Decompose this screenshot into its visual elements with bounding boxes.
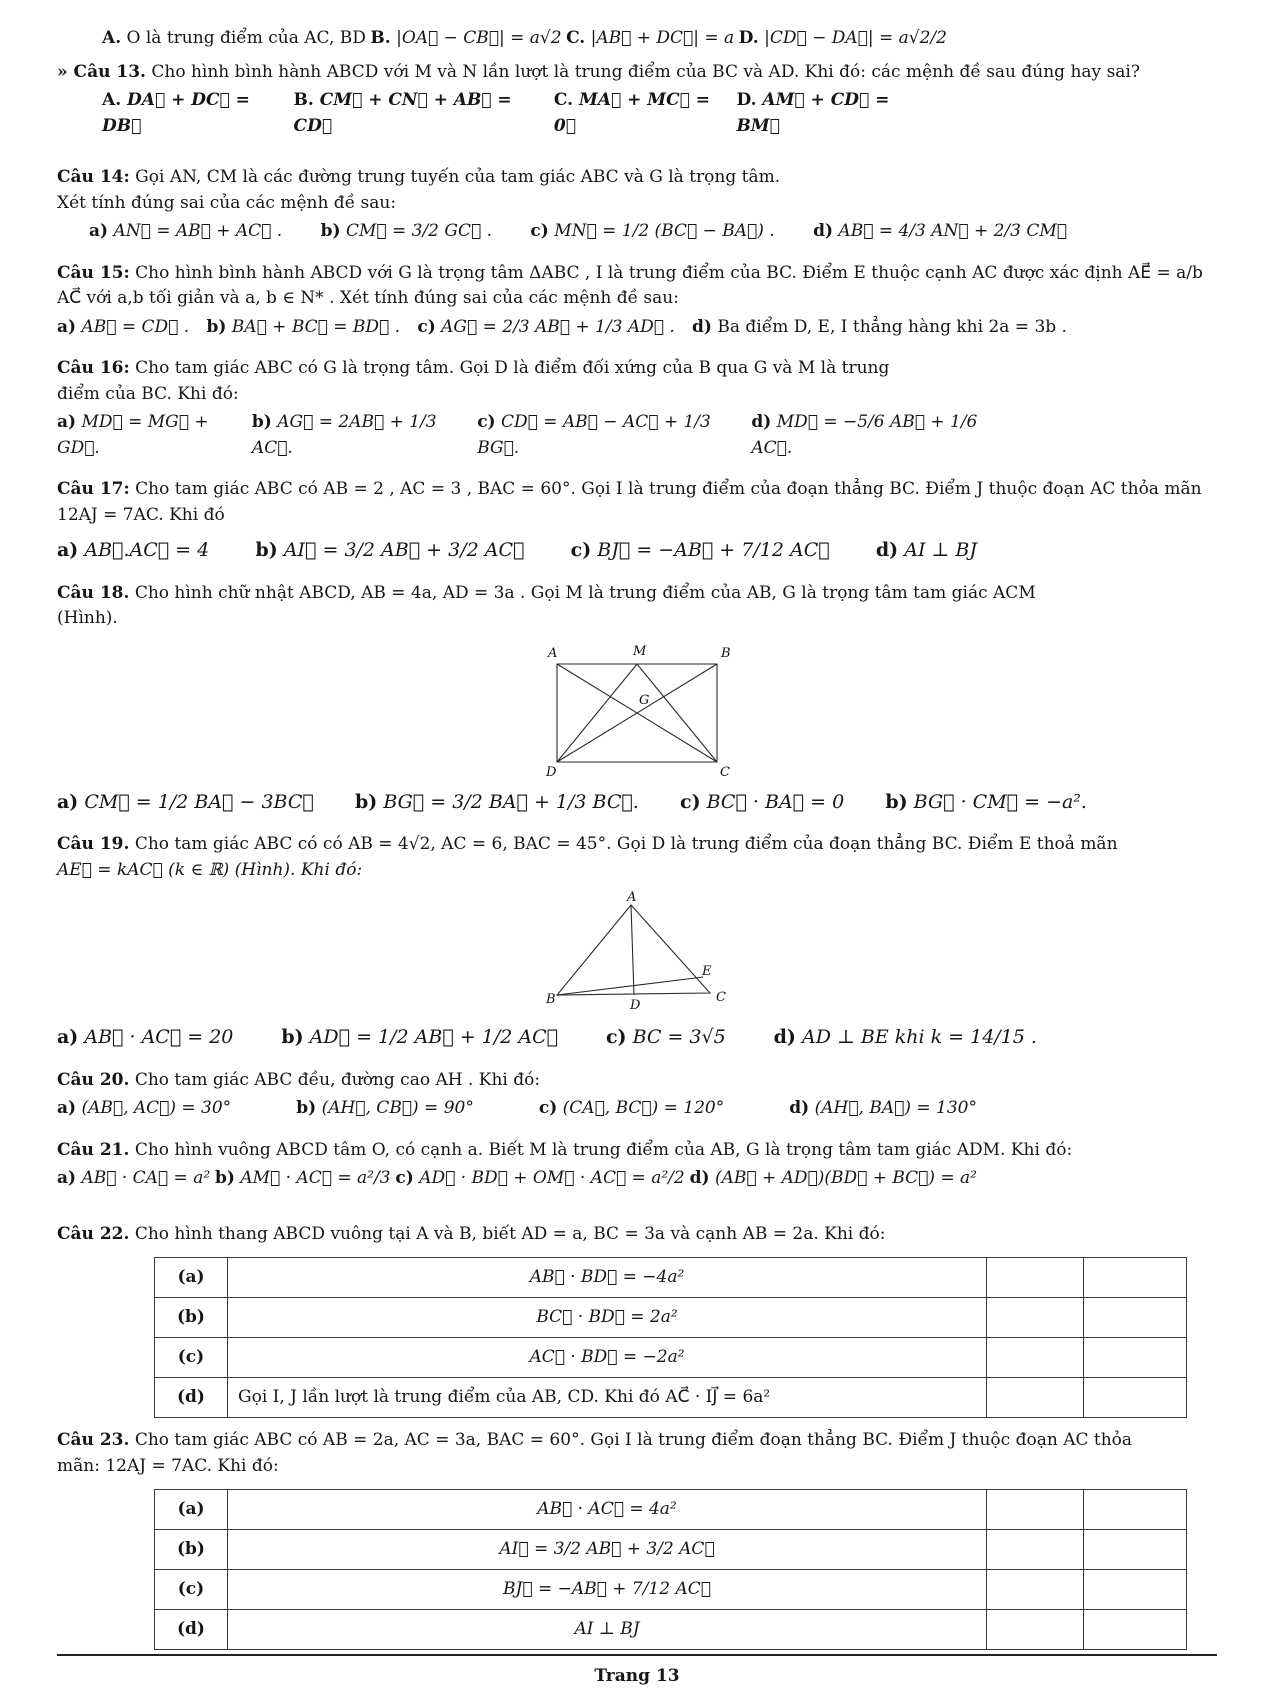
option-text: BA⃗ + BC⃗ = BD⃗ . [231,316,401,337]
option-label: d) [789,1098,810,1118]
q22-number: Câu 22. [57,1223,130,1244]
row-formula-cell [228,1298,987,1338]
option-label: d) [813,221,834,241]
row-formula-cell [228,1338,987,1378]
option [789,1096,977,1122]
option [566,26,734,52]
row-label: (d) [177,1618,205,1639]
option-label: B. [370,28,391,48]
option [751,410,1017,461]
fig-label-a: A [547,645,557,661]
table-row [155,1298,1187,1338]
fig-label-b: B [545,992,556,1007]
option-text: AB⃗ · CA⃗ = a² [81,1168,211,1188]
option-label: c) [570,539,592,561]
fig-label-a: A [626,891,636,905]
option-text: AB⃗ · AC⃗ = 20 [84,1026,234,1048]
option-label: D. [736,90,757,110]
option-label: d) [692,316,712,337]
q18-figure-wrap [57,640,1217,780]
q14-text-2 [57,191,1217,217]
option-text: MD⃗ = MG⃗ + GD⃗. [57,412,209,458]
question-15 [57,261,1217,341]
answer-cell [1084,1258,1187,1298]
option [606,1023,726,1052]
option-text: |AB⃗ + DC⃗| = a [590,28,735,48]
row-label-cell [155,1298,228,1338]
option [57,788,314,817]
option-text: (AB⃗, AC⃗) = 30° [81,1098,232,1118]
row-formula: BJ⃗ = −AB⃗ + 7/12 AC⃗ [503,1578,711,1599]
table-row [155,1258,1187,1298]
q17-number: Câu 17: [57,479,130,499]
option [813,219,1067,245]
q17-text: Cho tam giác ABC có AB = 2 , AC = 3 , BAC = 60°. Gọi I là trung điểm của đoạn thẳng BC. Điểm J thuộc đoạn AC thỏa mãn 12AJ = 7AC. Khi đó [57,479,1202,525]
q21-stem [57,1138,1217,1164]
option-label: b) [885,790,908,813]
option-text: AI ⊥ BJ [904,539,977,561]
option-label: d) [751,412,772,432]
option-label: c) [530,221,549,241]
q22-answer-table [154,1257,1187,1418]
triangle-figure [545,891,730,1015]
question-20 [57,1068,1217,1122]
option [57,410,252,461]
row-label-cell [155,1258,228,1298]
q22-text: Cho hình thang ABCD vuông tại A và B, biết AD = a, BC = 3a và cạnh AB = 2a. Khi đó: [134,1223,886,1244]
row-formula: BC⃗ · BD⃗ = 2a² [536,1306,678,1327]
q13-stem [57,60,1217,86]
option-label: c) [395,1168,414,1188]
q18-text-2 [57,606,1217,632]
option-text: |CD⃗ − DA⃗| = a√2/2 [764,28,947,48]
q16-text: Cho tam giác ABC có G là trọng tâm. Gọi D là điểm đối xứng của B qua G và M là trung [135,358,890,378]
option-label: b) [206,316,227,337]
fig-label-b: B [720,645,731,661]
fig-label-d: D [629,998,640,1013]
row-label-cell [155,1338,228,1378]
row-formula: AI⃗ = 3/2 AB⃗ + 3/2 AC⃗ [499,1538,715,1559]
option [255,536,524,565]
table-row [155,1530,1187,1570]
option-text: MD⃗ = −5/6 AB⃗ + 1/6 AC⃗. [751,412,978,458]
question-22 [57,1222,1217,1423]
option-text: CM⃗ = 1/2 BA⃗ − 3BC⃗ [84,790,314,813]
question-17 [57,477,1217,565]
q19-text: Cho tam giác ABC có có AB = 4√2, AC = 6, BAC = 45°. Gọi D là trung điểm của đoạn thẳng BC. Điểm E thoả mãn [134,834,1118,854]
answer-cell [987,1258,1084,1298]
option-label: a) [57,539,79,561]
option-label: c) [605,1026,627,1048]
option-label: D. [738,28,759,48]
q19-subtext: AE⃗ = kAC⃗ (k ∈ ℝ) (Hình). Khi đó: [57,859,363,880]
option-label: B. [293,90,314,110]
row-label-cell [155,1530,228,1570]
option-label: d) [689,1168,710,1188]
option [417,315,674,341]
q16-stem [57,356,1217,382]
option [321,219,492,245]
option [294,88,554,139]
option-text: AD⃗ = 1/2 AB⃗ + 1/2 AC⃗ [309,1026,559,1048]
option [355,788,639,817]
q17-options-row [57,536,1217,565]
q18-text: Cho hình chữ nhật ABCD, AB = 4a, AD = 3a . Gọi M là trung điểm của AB, G là trọng tâm tam giác ACM [134,582,1036,603]
q21-options-row [57,1166,1217,1192]
q16-options-row [57,410,1217,461]
table-row [155,1610,1187,1650]
q12-options-row [57,26,1217,52]
option-text: BJ⃗ = −AB⃗ + 7/12 AC⃗ [597,539,830,561]
row-label-cell [155,1490,228,1530]
option [57,315,189,341]
option-label: a) [57,1026,79,1048]
rectangle-figure [540,640,735,780]
answer-cell [1084,1298,1187,1338]
option-text: AN⃗ = AB⃗ + AC⃗ . [113,221,283,241]
q22-stem [57,1222,1217,1248]
q19-stem [57,832,1217,858]
q18-options-row [57,788,1217,817]
q18-number: Câu 18. [57,582,130,603]
q15-stem [57,261,1217,312]
option-text: AB⃗ = 4/3 AN⃗ + 2/3 CM⃗ [838,221,1067,241]
option-label: b) [251,412,272,432]
option-label: b) [354,790,378,813]
option [539,1096,724,1122]
option-text: (AB⃗ + AD⃗)(BD⃗ + BC⃗) = a² [714,1168,977,1188]
q13-text: Cho hình bình hành ABCD với M và N lần lượt là trung điểm của BC và AD. Khi đó: các mệnh đề sau đúng hay sai? [151,61,1140,82]
q14-number: Câu 14: [57,167,130,187]
option [57,1166,210,1192]
answer-cell [987,1610,1084,1650]
q14-subtext: Xét tính đúng sai của các mệnh đề sau: [57,192,397,213]
option [252,410,477,461]
option [57,536,209,565]
option-label: a) [57,1098,77,1118]
q20-stem [57,1068,1217,1094]
row-formula: AB⃗ · BD⃗ = −4a² [529,1266,685,1287]
q23-answer-table [154,1489,1187,1650]
option-label: c) [538,1098,558,1118]
option-label: b) [296,1098,317,1118]
q23-text-2 [57,1454,1217,1480]
q21-number: Câu 21. [57,1139,130,1160]
row-formula-cell [228,1490,987,1530]
answer-cell [987,1338,1084,1378]
option-label: d) [875,539,899,561]
question-21 [57,1138,1217,1192]
option-label: b) [255,539,278,561]
row-label: (a) [177,1266,205,1287]
option-text: AM⃗ · AC⃗ = a²/3 [240,1168,391,1188]
q18-stem [57,581,1217,607]
question-13 [57,60,1217,140]
q14-options-row [57,219,1217,245]
q13-options-row [57,88,1217,139]
row-label: (c) [177,1578,205,1599]
q20-options-row [57,1096,1217,1122]
option-text: AG⃗ = 2/3 AB⃗ + 1/3 AD⃗ . [441,316,675,337]
option [57,1023,233,1052]
fig-label-c: C [715,990,726,1005]
answer-cell [1084,1570,1187,1610]
row-label: (c) [177,1346,205,1367]
q15-number: Câu 15: [57,262,130,283]
q23-subtext: mãn: 12AJ = 7AC. Khi đó: [57,1455,279,1476]
option-text: CM⃗ + CN⃗ + AB⃗ = CD⃗ [293,90,512,136]
option-text: AI⃗ = 3/2 AB⃗ + 3/2 AC⃗ [283,539,525,561]
q18-subtext: (Hình). [57,608,118,628]
option-label: a) [57,316,77,337]
row-formula-cell [228,1258,987,1298]
answer-cell [1084,1378,1187,1418]
q19-number: Câu 19. [57,834,130,854]
option [571,536,830,565]
option-text: AD ⊥ BE khi k = 14/15 . [801,1026,1037,1048]
option-text: DA⃗ + DC⃗ = DB⃗ [102,90,250,136]
q21-text: Cho hình vuông ABCD tâm O, có cạnh a. Biết M là trung điểm của AB, G là trọng tâm tam giác ADM. Khi đó: [134,1139,1073,1160]
fig-label-e: E [701,964,711,979]
row-formula: AC⃗ · BD⃗ = −2a² [529,1346,685,1367]
option-label: A. [102,90,122,110]
option [736,88,937,139]
row-label-cell [155,1570,228,1610]
option-text: Ba điểm D, E, I thẳng hàng khi 2a = 3b . [717,316,1067,337]
q16-subtext: điểm của BC. Khi đó: [57,383,239,404]
q20-text: Cho tam giác ABC đều, đường cao AH . Khi đó: [134,1069,541,1090]
row-formula-cell [228,1530,987,1570]
fig-label-d: D [545,764,556,780]
answer-cell [987,1490,1084,1530]
row-formula-cell [228,1378,987,1418]
option-text: AD⃗ · BD⃗ + OM⃗ · AC⃗ = a²/2 [419,1168,685,1188]
option-text: (AH⃗, CB⃗) = 90° [321,1098,474,1118]
row-formula-cell [228,1610,987,1650]
option-label: C. [566,28,586,48]
table-row [155,1490,1187,1530]
option-text: MN⃗ = 1/2 (BC⃗ − BA⃗) . [554,221,775,241]
option-label: a) [89,221,109,241]
answer-cell [987,1298,1084,1338]
q20-number: Câu 20. [57,1069,130,1090]
q23-stem [57,1428,1217,1454]
row-label: (b) [177,1538,205,1559]
option-label: b) [215,1168,235,1188]
q19-text-2 [57,858,1217,884]
fig-label-g: G [638,692,649,708]
option [89,219,282,245]
option [554,88,737,139]
option [296,1096,474,1122]
q16-text-2 [57,382,1217,408]
option-text: |OA⃗ − CB⃗| = a√2 [396,28,562,48]
fig-label-c: C [719,764,730,780]
option-label: a) [57,412,77,432]
answer-cell [987,1530,1084,1570]
answer-cell [987,1378,1084,1418]
page-number: Trang 13 [594,1666,680,1686]
option-label: c) [417,316,436,337]
option-label: c) [680,790,701,813]
option-text: AB⃗.AC⃗ = 4 [84,539,210,561]
q14-stem [57,165,1217,191]
option [206,315,400,341]
option-label: a) [57,1168,77,1188]
answer-cell [1084,1530,1187,1570]
q13-number: » Câu 13. [57,61,146,82]
option [680,788,844,817]
option-text: (AH⃗, BA⃗) = 130° [814,1098,977,1118]
option-text: BC = 3√5 [632,1026,726,1048]
answer-cell [1084,1610,1187,1650]
table-row [155,1338,1187,1378]
option [885,788,1087,817]
table-row [155,1570,1187,1610]
option [876,536,977,565]
question-23 [57,1428,1217,1654]
q19-figure-wrap [57,891,1217,1015]
option-label: b) [281,1026,304,1048]
option [530,219,774,245]
option-label: C. [553,90,574,110]
row-formula-cell [228,1570,987,1610]
row-formula: Gọi I, J lần lượt là trung điểm của AB, CD. Khi đó AC⃗ · IJ⃗ = 6a² [238,1386,771,1407]
option [102,88,294,139]
option-label: a) [57,790,79,813]
q19-options-row [57,1023,1217,1052]
option-text: CM⃗ = 3/2 GC⃗ . [345,221,492,241]
option-label: b) [320,221,341,241]
option [477,410,751,461]
option [774,1023,1037,1052]
table-row [155,1378,1187,1418]
answer-cell [987,1570,1084,1610]
option-text: CD⃗ = AB⃗ − AC⃗ + 1/3 BG⃗. [477,412,711,458]
row-formula: AI ⊥ BJ [574,1618,640,1639]
option [692,315,1067,341]
option-label: d) [773,1026,796,1048]
option-text: BG⃗ = 3/2 BA⃗ + 1/3 BC⃗. [383,790,639,813]
option-text: O là trung điểm của AC, BD [126,28,366,48]
option [370,26,561,52]
option [281,1023,558,1052]
page-footer [57,1654,1217,1694]
option [57,1096,231,1122]
q14-text: Gọi AN, CM là các đường trung tuyến của tam giác ABC và G là trọng tâm. [135,167,781,187]
question-19 [57,832,1217,1052]
row-label: (d) [177,1386,205,1407]
option-label: c) [477,412,496,432]
row-label: (a) [177,1498,205,1519]
row-label: (b) [177,1306,205,1327]
option-text: AG⃗ = 2AB⃗ + 1/3 AC⃗. [251,412,437,458]
q17-stem [57,477,1217,528]
option [215,1166,390,1192]
q16-number: Câu 16: [57,358,130,378]
q15-options-row [57,315,1217,341]
option-text: BG⃗ · CM⃗ = −a². [913,790,1087,813]
option [395,1166,684,1192]
option-label: A. [102,28,122,48]
question-18 [57,581,1217,817]
option-text: BC⃗ · BA⃗ = 0 [706,790,845,813]
row-label-cell [155,1378,228,1418]
row-label-cell [155,1610,228,1650]
option-text: MA⃗ + MC⃗ = 0⃗ [553,90,711,136]
fig-label-m: M [632,643,646,659]
q15-text: Cho hình bình hành ABCD với G là trọng tâm ΔABC , I là trung điểm của BC. Điểm E thuộc cạnh AC được xác định AE⃗ = a/b AC⃗ với a,b tối giản và a, b ∈ N* . Xét tính đúng sai của các mệnh đề sau: [57,262,1203,308]
option [739,26,947,52]
option-text: AM⃗ + CD⃗ = BM⃗ [736,90,890,136]
question-16 [57,356,1217,461]
question-14 [57,165,1217,245]
q23-text: Cho tam giác ABC có AB = 2a, AC = 3a, BAC = 60°. Gọi I là trung điểm đoạn thẳng BC. Điểm J thuộc đoạn AC thỏa [134,1430,1133,1450]
option [690,1166,977,1192]
answer-cell [1084,1338,1187,1378]
q23-number: Câu 23. [57,1430,130,1450]
row-formula: AB⃗ · AC⃗ = 4a² [537,1498,677,1519]
option-text: AB⃗ = CD⃗ . [81,316,190,337]
answer-cell [1084,1490,1187,1530]
option-text: (CA⃗, BC⃗) = 120° [562,1098,725,1118]
option [102,26,366,52]
